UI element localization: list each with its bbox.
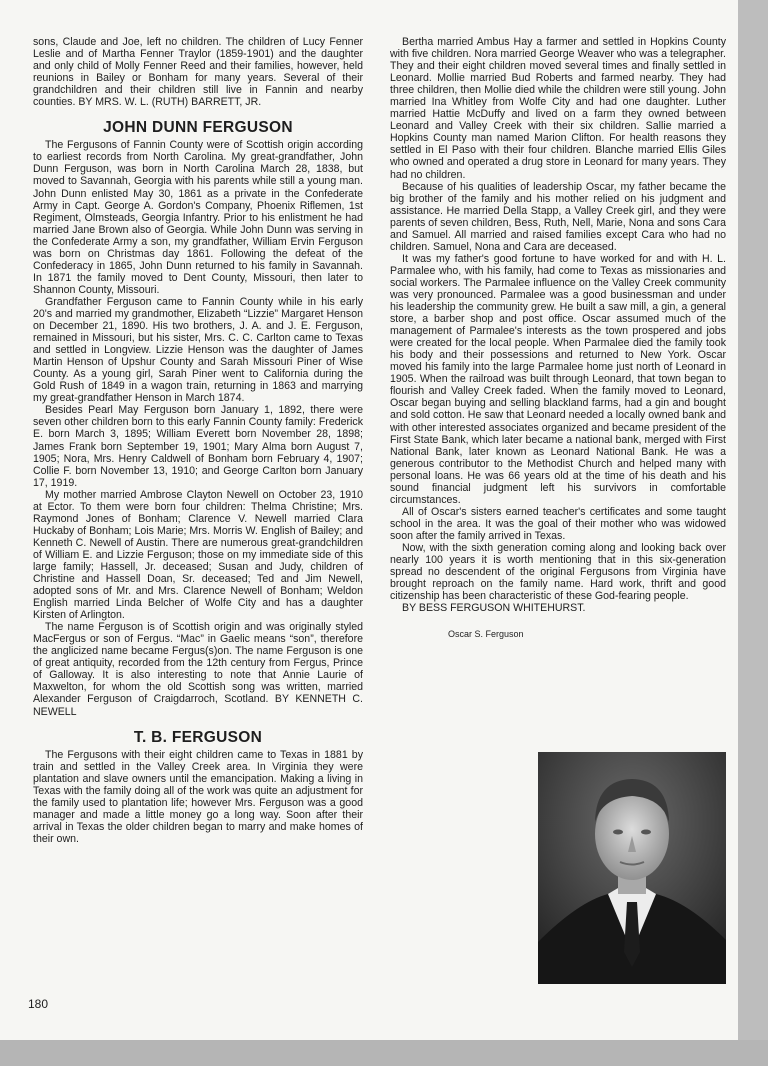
paragraph: Bertha married Ambus Hay a farmer and settled in Hopkins County with five children. Nora married George Weaver who was a telegrapher. They and their eight children moved several times and finally settled in Leonard. Mollie married Bud Roberts and farmed nearby. They had three children, then Mollie died while the children were still young. John married Ina Whitley from Wolfe City and had one daughter. Luther married Hattie McDuffy and lived on a farm they owned between Leonard and Valley Creek with their six children. Sallie married a Hopkins County man named Marion Clifton. For health reasons they settled in El Paso with their four children. Blanche married Ellis Giles who owned and operated a drug store in Leonard for many years. They had no children. bbox=[390, 36, 726, 181]
portrait-photo bbox=[538, 752, 726, 984]
paragraph: Besides Pearl May Ferguson born January 1, 1892, there were seven other children born to this early Fannin County family: Frederick E. born March 3, 1895; William Everett born November 28, 1898; James Frank born September 19, 1901; Mary Alma born August 7, 1905; Nora, Mrs. Henry Caldwell of Bonham born February 4, 1907; Collie F. born November 13, 1910; and George Carlton born January 17, 1919. bbox=[33, 404, 363, 489]
paragraph: The Fergusons of Fannin County were of Scottish origin according to earliest records from North Carolina. My great-grandfather, John Dunn Ferguson, was born in North Carolina March 28, 1838, but moved to Savannah, Georgia with his parents while still a young man. John Dunn enlisted May 30, 1861 as a private in the Confederate Army in Capt. George A. Gordon's Company, Phoenix Riflemen, 1st Regiment, Olmsteads, Georgia Infantry. Prior to his enlistment he had married Jane Brown also of Georgia. While John Dunn was serving in the Confederate Army a son, my grandfather, William Ervin Ferguson was born on Christmas day 1861. Following the defeat of the Confederacy in 1865, John Dunn returned to his family in Savannah. In 1871 the family moved to Dent County, Missouri, then later to Shannon County, Missouri. bbox=[33, 139, 363, 296]
byline: BY BESS FERGUSON WHITEHURST. bbox=[402, 602, 586, 615]
right-column bbox=[390, 36, 726, 640]
paragraph: Now, with the sixth generation coming along and looking back over nearly 100 years it is worth mentioning that in this six-generation spread no descendent of the original Fergusons from Virginia have brought reproach on the family name. Hard work, thrift and good citizenship has been characteristic of these God-fearing people. bbox=[390, 541, 726, 603]
paragraph: The name Ferguson is of Scottish origin and was originally styled MacFergus or son of Fergus. “Mac” in Gaelic means “son”, therefore the anglicized name became Fergus(s)on. The name Ferguson is one of great antiquity, recorded from the 12th century from Fergus, Prince of Galloway. It is also interesting to note that Annie Laurie of Maxwelton, for whom the old Scottish song was written, married Alexander Ferguson of Craigdarroch, Scotland. BY KENNETH C. NEWELL bbox=[33, 621, 363, 718]
page-number: 180 bbox=[28, 997, 49, 1011]
intro-paragraph: sons, Claude and Joe, left no children. The children of Lucy Fenner Leslie and of Martha Fenner Traylor (1859-1901) and the daughter and only child of Molly Fenner Reed and their families, however, held reunions in Bailey or Bonham for many years. Several of their grandchildren and their children still live in Fannin and nearby counties. BY MRS. W. L. (RUTH) BARRETT, JR. bbox=[33, 36, 363, 109]
photo-caption: Oscar S. Ferguson bbox=[448, 629, 524, 640]
paragraph: Because of his qualities of leadership Oscar, my father became the big brother of the family and his mother relied on his judgment and assistance. He married Della Stapp, a Valley Creek girl, and they were parents of seven children, Bess, Ruth, Nell, Marie, Nona and sons Cara and Samuel. All married and raised families except Cara who had no children. Samuel, Nona and Cara are deceased. bbox=[390, 180, 726, 253]
paragraph: Grandfather Ferguson came to Fannin County while in his early 20's and married my grandmother, Elizabeth “Lizzie” Margaret Henson on December 21, 1890. His two brothers, J. A. and J. E. Ferguson, remained in Missouri, but his sister, Mrs. C. C. Carlton came to Texas and settled in Longview. Lizzie Henson was the daughter of James Martin Henson of Upshur County and Sarah Missouri Piner of Wise County. As a young girl, Sarah Piner went to California during the Gold Rush of 1849 in a wagon train, returning in 1863 and marrying my great-grandfather Henson in March 1874. bbox=[33, 295, 363, 405]
paragraph: It was my father's good fortune to have worked for and with H. L. Parmalee who, with his family, had come to Texas as missionaries and social workers. The Parmalee influence on the Valley Creek community was very pronounced. Parmalee was a good businessman and under his leadership the community grew. He built a saw mill, a gin, a general store, a barber shop and post office. Oscar assumed much of the management of Parmalee's interests as the town prospered and jobs were created for the local people. When Parmalee died the family took his body and their possessions and returned to New York. Oscar moved his family into the large Parmalee home just north of Leonard in 1905. When the railroad was built through Leonard, that town began to flourish and Valley Creek faded. When the family moved to Leonard, Oscar began buying and selling blackland farms, had a gin and bought and sold cotton. He saw that Leonard needed a locally owned bank and with other interested associates organized and became president of the First State Bank, which later became a national bank, merged with First National Bank, later known as Leonard National Bank. He was a generous contributor to the Methodist Church and helped many with personal loans. He was 66 years old at the time of his death and his sound financial judgment left his survivors in comfortable circumstances. bbox=[390, 252, 726, 506]
section-heading-john-dunn-ferguson: JOHN DUNN FERGUSON bbox=[103, 119, 293, 137]
paragraph: My mother married Ambrose Clayton Newell on October 23, 1910 at Ector. To them were born four children: Thelma Christine; Mrs. Raymond Jones of Bonham; Clarence V. Newell married Clara Huckaby of Bonham; Lois Marie; Mrs. Morris W. English of Bailey; and Kenneth C. Newell of Austin. There are numerous great-grandchildren of William E. and Lizzie Ferguson; those on my immediate side of this large family; Hassell, Jr. deceased; Susan and Judy, children of Christine and Hassell Doan, Sr. deceased; Ted and Jim Newell, adopted sons of Mr. and Mrs. Clarence Newell of Bonham; Weldon English married Linda Belcher of Wolfe City and has a daughter Kirsten of Arlington. bbox=[33, 488, 363, 622]
left-column bbox=[33, 36, 363, 845]
scan-border bbox=[0, 1040, 768, 1066]
section-heading-t-b-ferguson: T. B. FERGUSON bbox=[133, 728, 263, 746]
paragraph: All of Oscar's sisters earned teacher's certificates and some taught school in the area. It was the goal of their mother who was widowed soon after the family arrived in Texas. bbox=[390, 505, 726, 542]
paragraph: The Fergusons with their eight children came to Texas in 1881 by train and settled in the Valley Creek area. In Virginia they were plantation and slave owners until the emancipation. Making a living in Texas with the family doing all of the work was quite an adjustment for the family used to plantation life; however Mrs. Ferguson was a good manager and made a little money go a long way. Soon after their arrival in Texas the older children began to marry and make homes of their own. bbox=[33, 748, 363, 845]
